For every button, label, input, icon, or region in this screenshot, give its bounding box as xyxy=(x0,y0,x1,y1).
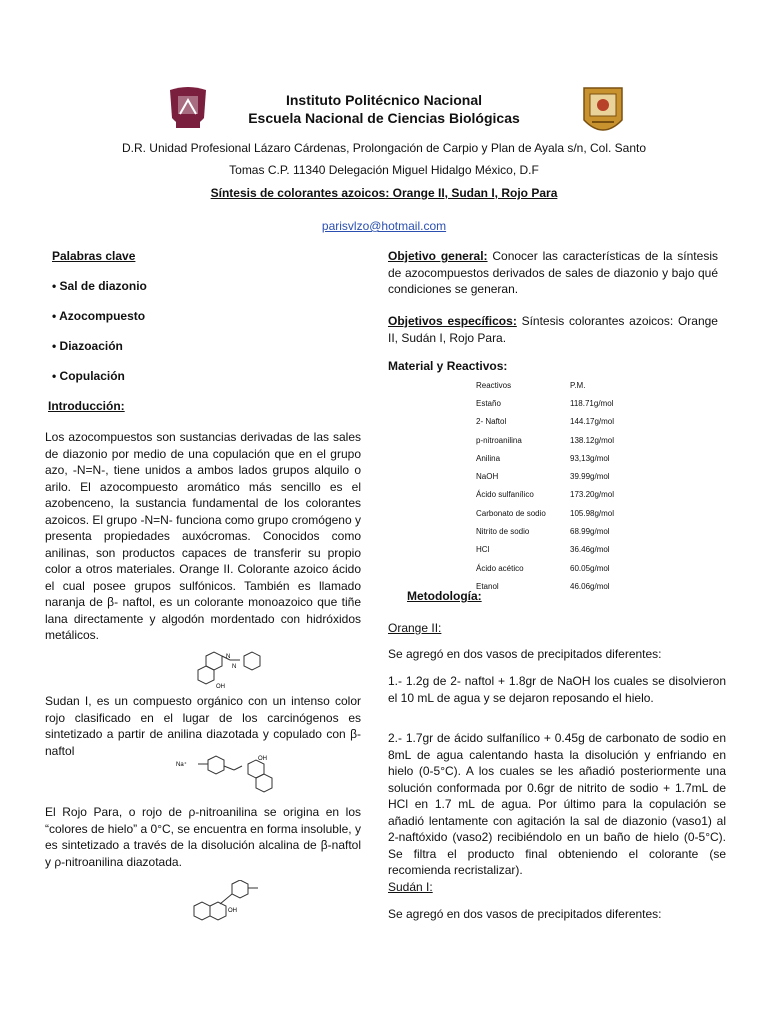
reagents-table xyxy=(476,376,640,596)
intro-paragraph-3: El Rojo Para, o rojo de ρ-nitroanilina se origina en los “colores de hielo” a 0°C, se encuentra en forma insoluble, y es sintetizado a través de la disolución alcalina de β-naftol y ρ-nitroanilina diazotada. xyxy=(45,805,361,869)
intro-heading: Introducción: xyxy=(48,399,125,413)
table-row xyxy=(476,467,640,485)
table-cell: Etanol xyxy=(476,581,499,591)
atom-label: OH xyxy=(258,756,267,762)
table-header-cell: Reactivos xyxy=(476,380,512,390)
institute-name: Instituto Politécnico Nacional xyxy=(285,92,483,108)
rojo-para-structure xyxy=(184,880,268,930)
table-cell: HCl xyxy=(476,545,490,555)
table-cell: 2- Naftol xyxy=(476,417,507,427)
atom-label: N xyxy=(232,664,237,670)
orange-step-1: 1.- 1.2g de 2- naftol + 1.8gr de NaOH los cuales se disolvieron el 10 mL de agua y se dejaron reposando el hielo. xyxy=(388,674,726,705)
keyword-item: • Copulación xyxy=(52,369,125,383)
table-cell: 39.99g/mol xyxy=(570,472,610,482)
table-row xyxy=(476,504,640,522)
table-cell: 60.05g/mol xyxy=(570,563,610,573)
sudan-structure xyxy=(196,648,270,690)
keyword-item: • Sal de diazonio xyxy=(52,279,147,293)
address-line-1: D.R. Unidad Profesional Lázaro Cárdenas, Prolongación de Carpio y Plan de Ayala s/n, Col. Santo xyxy=(121,141,647,155)
table-cell: Carbonato de sodio xyxy=(476,508,546,518)
objective-general-label: Objetivo general: xyxy=(388,249,488,263)
materials-heading: Material y Reactivos: xyxy=(388,359,508,373)
table-cell: 46.06g/mol xyxy=(570,581,610,591)
table-cell: 144.17g/mol xyxy=(570,417,615,427)
keyword-item: • Diazoación xyxy=(52,339,123,353)
table-cell: Ácido acético xyxy=(476,563,524,573)
orange-step-intro: Se agregó en dos vasos de precipitados diferentes: xyxy=(388,647,662,661)
table-cell: 93,13g/mol xyxy=(570,453,610,463)
orange-step-2: 2.- 1.7gr de ácido sulfanílico + 0.45g de carbonato de sodio en 8mL de agua calentando hasta la disolución y enfriando en hielo (0-5°C). A los cuales se les añadió posteriormente una solución conformada por 0.6gr de nitrito de sodio + 1.7mL de HCl en 1.7 mL de agua. Por último para la copulación se añadió lentamente con agitación la sal de diazonio (vaso1) al 2-naftóxido (vaso2) recibiéndolo en un baño de hielo (0-5°C). Se filtra el producto final obteniendo el colorante (se recomienda recristalizar). xyxy=(388,731,726,877)
intro-paragraph-2: Sudan I, es un compuesto orgánico con un intenso color rojo clasificado en el lugar de los carcinógenos es sintetizado a partir de anilina diazotada y copulado con β-naftol xyxy=(45,694,361,758)
table-row xyxy=(476,541,640,559)
table-row xyxy=(476,486,640,504)
keyword-item: • Azocompuesto xyxy=(52,309,146,323)
table-row xyxy=(476,394,640,412)
table-cell: Estaño xyxy=(476,398,501,408)
table-cell: 138.12g/mol xyxy=(570,435,615,445)
school-name: Escuela Nacional de Ciencias Biológicas xyxy=(248,110,520,126)
table-cell: 105.98g/mol xyxy=(570,508,615,518)
table-row xyxy=(476,577,640,595)
table-cell: 173.20g/mol xyxy=(570,490,615,500)
table-row xyxy=(476,413,640,431)
intro-paragraph-1: Los azocompuestos son sustancias derivadas de las sales de diazonio por medio de una copulación que en el grupo azo, -N=N-, tiene unidos a ambos lados grupos alquilo o arilo. El azocompuesto aromático más sencillo es el azobenceno, la sustancia fundamental de los colorantes azoicos. El grupo -N=N- funciona como grupo cromógeno y presenta propiedades auxócromas. Conocidos como anilinas, son productos capaces de transferir su propio color a otros materiales. Orange II. Colorante azoico ácido el cual posee grupos sulfónicos. También es llamado naranja de β- naftol, es un colorante monoazoico que tiñe lana directamente y algodón mordentado con hidróxidos metálicos. xyxy=(45,430,361,642)
orange-label: Orange II: xyxy=(388,621,442,635)
orange-structure xyxy=(176,752,280,798)
table-header-row xyxy=(476,376,640,394)
method-heading: Metodología: xyxy=(407,589,482,603)
table-cell: p-nitroanilina xyxy=(476,435,522,445)
table-header-cell: P.M. xyxy=(570,380,586,390)
table-row xyxy=(476,522,640,540)
objective-specific-text: Síntesis colorantes azoicos: Orange II, Sudán I, Rojo Para. xyxy=(388,314,718,345)
objective-general xyxy=(388,248,718,298)
table-cell: 36.46g/mol xyxy=(570,545,610,555)
table-cell: Ácido sulfanílico xyxy=(476,490,534,500)
atom-label: N xyxy=(226,654,231,660)
atom-label: Na⁺ xyxy=(176,762,187,768)
sudan-label: Sudán I: xyxy=(388,880,433,894)
email-link[interactable]: parisvlzo@hotmail.com xyxy=(321,219,447,233)
sudan-step-intro: Se agregó en dos vasos de precipitados diferentes: xyxy=(388,907,662,921)
table-cell: 118.71g/mol xyxy=(570,398,614,408)
table-row xyxy=(476,449,640,467)
address-line-2: Tomas C.P. 11340 Delegación Miguel Hidalgo México, D.F xyxy=(229,163,539,177)
table-row xyxy=(476,559,640,577)
objective-specific-label: Objetivos específicos: xyxy=(388,314,517,328)
table-cell: NaOH xyxy=(476,472,499,482)
objective-general-text: Conocer las características de la síntesis de azocompuestos derivados de sales de diazonio y bajo qué condiciones se generan. xyxy=(388,249,718,296)
table-cell: Anilina xyxy=(476,453,501,463)
document-title: Síntesis de colorantes azoicos: Orange II, Sudan I, Rojo Para xyxy=(210,186,558,200)
keywords-heading: Palabras clave xyxy=(52,249,136,263)
table-cell: Nitrito de sodio xyxy=(476,527,530,537)
table-cell: 68.99g/mol xyxy=(570,527,610,537)
atom-label: OH xyxy=(228,908,237,914)
objective-specific xyxy=(388,313,718,346)
atom-label: OH xyxy=(216,684,225,690)
table-row xyxy=(476,431,640,449)
